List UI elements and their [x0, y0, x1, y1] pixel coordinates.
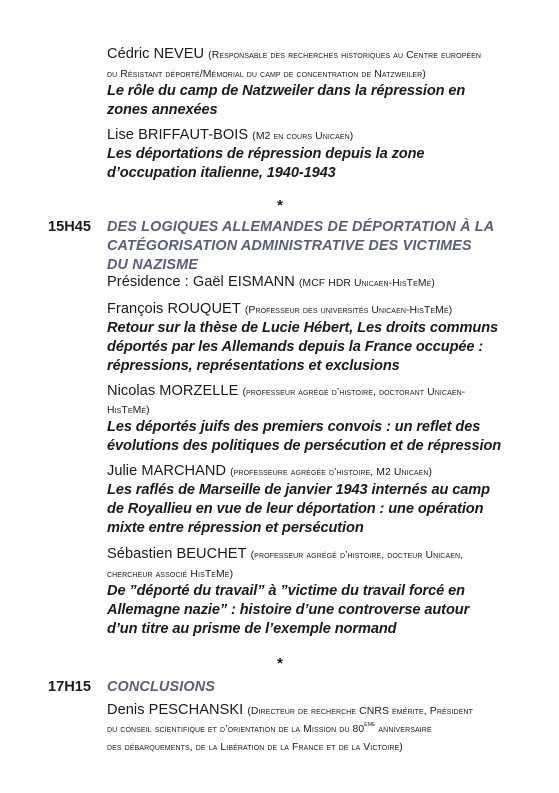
speaker-affiliation: des débarquements, de la Libération de la France et de la Victoire)	[107, 742, 403, 753]
chair-name: Présidence : Gaël EISMANN	[107, 274, 295, 290]
talk-title: Les raflés de Marseille de janvier 1943 internés au camp	[107, 482, 490, 498]
speaker-affiliation: du conseil scientifique et d’orientation de la Mission du 80	[107, 724, 365, 735]
speaker-name: Cédric NEVEU	[107, 46, 205, 62]
talk-title: d’un titre au prisme de l’exemple normand	[107, 621, 397, 637]
speaker-name: Denis PESCHANSKI	[107, 702, 244, 718]
speaker-affiliation: (Professeur des universités Unicaen-HisTeMé)	[244, 305, 453, 316]
speaker-marchand	[107, 462, 541, 482]
session-heading: DES LOGIQUES ALLEMANDES DE DÉPORTATION À LA	[107, 219, 495, 235]
talk-title: Les déportations de répression depuis la zone	[107, 146, 425, 162]
talk-title: Les déportés juifs des premiers convois : un reflet des	[107, 419, 481, 435]
speaker-neveu	[107, 45, 541, 65]
session-heading: CONCLUSIONS	[107, 679, 215, 695]
talk-title: évolutions des politiques de persécution et de répression	[107, 438, 502, 454]
speaker-name: Julie MARCHAND	[107, 463, 227, 479]
talk-title: mixte entre répression et persécution	[107, 520, 364, 536]
speaker-peschanski-aff-cont	[107, 737, 541, 757]
speaker-morzelle	[107, 382, 541, 402]
speaker-affiliation: (Directeur de recherche CNRS émérite, Président	[247, 706, 474, 717]
talk-title: déportés par les Allemands depuis la France occupée :	[107, 339, 484, 355]
session-time: 15H45	[48, 219, 92, 235]
chair-affiliation: (MCF HDR Unicaen-HisTeMé)	[298, 278, 435, 289]
speaker-name: Lise BRIFFAUT-BOIS	[107, 127, 249, 143]
talk-title: zones annexées	[107, 102, 218, 118]
speaker-neveu-aff-cont	[107, 64, 541, 84]
speaker-briffaut-bois	[107, 126, 541, 146]
talk-title: répressions, représentations et exclusions	[107, 358, 400, 374]
speaker-affiliation: chercheur associé HisTeMé)	[107, 569, 234, 580]
speaker-affiliation: du Résistant déporté/Mémorial du camp de concentration de Natzweiler)	[107, 69, 426, 80]
speaker-rouquet	[107, 300, 541, 320]
talk-title: d’occupation italienne, 1940-1943	[107, 165, 336, 181]
speaker-name: François ROUQUET	[107, 301, 241, 317]
speaker-name: Nicolas MORZELLE	[107, 383, 239, 399]
speaker-beuchet	[107, 545, 541, 565]
speaker-peschanski	[107, 701, 541, 721]
superscript: ème	[364, 721, 376, 729]
speaker-affiliation: (M2 en cours Unicaen)	[252, 131, 354, 142]
speaker-name: Sébastien BEUCHET	[107, 546, 247, 562]
talk-title: de Royallieu en vue de leur déportation : une opération	[107, 501, 484, 517]
speaker-affiliation: anniversaire	[375, 724, 432, 735]
speaker-affiliation: HisTeMé)	[107, 405, 150, 416]
speaker-morzelle-aff-cont	[107, 400, 541, 420]
talk-title: Le rôle du camp de Natzweiler dans la répression en	[107, 83, 466, 99]
speaker-affiliation: (professeur agrégé d’histoire, doctorant Unicaen-	[242, 387, 466, 398]
talk-title: Allemagne nazie” : histoire d’une controverse autour	[107, 602, 470, 618]
separator-star: *	[277, 655, 283, 672]
speaker-affiliation: (Responsable des recherches historiques au Centre européen	[208, 50, 482, 61]
speaker-affiliation: (professeur agrégé d’histoire, docteur Unicaen,	[250, 550, 464, 561]
speaker-affiliation: (professeure agrégée d’histoire, M2 Unicaen)	[230, 467, 433, 478]
separator-star: *	[277, 197, 283, 214]
session-heading: DU NAZISME	[107, 257, 199, 273]
speaker-beuchet-aff-cont	[107, 564, 541, 584]
speaker-peschanski-aff-cont	[107, 719, 541, 739]
session-time: 17H15	[48, 679, 92, 695]
talk-title: Retour sur la thèse de Lucie Hébert, Les droits communs	[107, 320, 499, 336]
talk-title: De ”déporté du travail” à ”victime du travail forcé en	[107, 583, 465, 599]
session-chair	[107, 273, 541, 293]
session-heading: CATÉGORISATION ADMINISTRATIVE DES VICTIMES	[107, 238, 472, 254]
